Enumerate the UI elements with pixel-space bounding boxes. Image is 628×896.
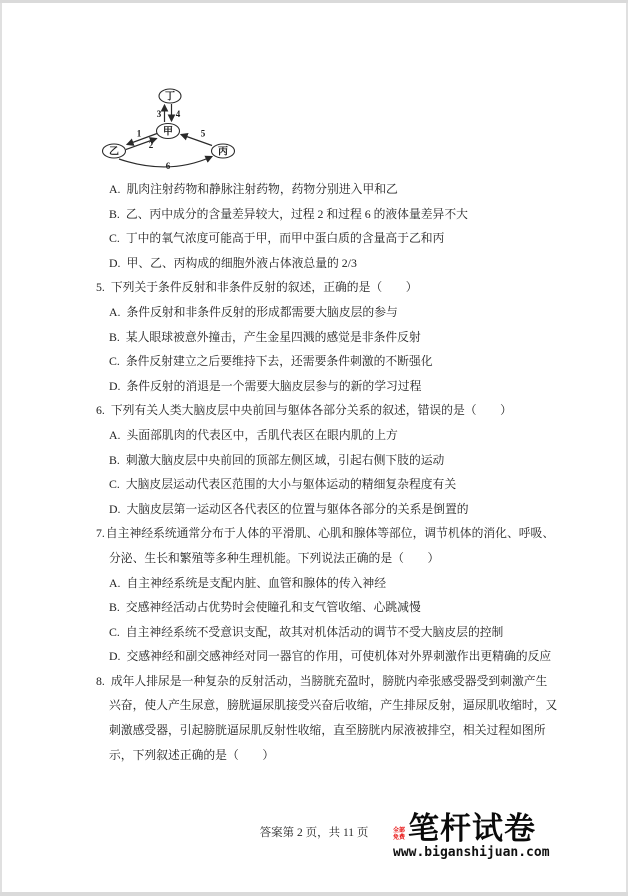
option-text: 条件反射建立之后要维持下去，还需要条件刺激的不断强化	[125, 354, 433, 369]
option-line	[96, 300, 558, 325]
option-text: 大脑皮层运动代表区范围的大小与躯体运动的精细复杂程度有关	[125, 477, 457, 492]
question-number: 8.	[96, 673, 105, 688]
option-label: D.	[109, 649, 121, 664]
questions-column	[96, 177, 558, 767]
option-line	[96, 251, 558, 276]
option-line	[96, 349, 558, 374]
page-edge-bottom	[0, 892, 628, 896]
node-yi-label: 乙	[109, 146, 119, 158]
option-label: C.	[109, 477, 120, 492]
option-line	[96, 472, 558, 497]
option-text: 某人眼球被意外撞击，产生金星四溅的感觉是非条件反射	[125, 329, 421, 344]
option-line	[96, 497, 558, 522]
question-number: 6.	[96, 403, 105, 418]
option-line	[96, 448, 558, 473]
arrow-5	[181, 135, 212, 146]
option-label: B.	[109, 600, 120, 615]
question-number: 5.	[96, 280, 105, 295]
option-label: A.	[109, 575, 121, 590]
question-5	[96, 275, 558, 398]
option-text: 丁中的氧气浓度可能高于甲，而甲中蛋白质的含量高于乙和丙	[125, 231, 445, 246]
question-7	[96, 521, 558, 669]
option-line	[96, 644, 558, 669]
question-stem	[96, 398, 558, 423]
question-text: 成年人排尿是一种复杂的反射活动，当膀胱充盈时，膀胱内牵张感受器受到刺激产生兴奋，使人产生尿意，膀胱逼尿肌接受兴奋后收缩，产生排尿反射，逼尿肌收缩时，又刺激感受器，引起膀胱逼尿肌反射性收缩，直至膀胱内尿液被排空，相关过程如图所示，下列叙述正确的是（ ）	[109, 673, 558, 762]
option-label: B.	[109, 329, 120, 344]
option-label: C.	[109, 231, 120, 246]
question-text: 下列有关人类大脑皮层中央前回与躯体各部分关系的叙述，错误的是（ ）	[110, 403, 512, 418]
node-bing-label: 丙	[218, 146, 228, 158]
arrow-2-label: 2	[148, 140, 154, 150]
option-label: C.	[109, 354, 120, 369]
option-label: A.	[109, 182, 121, 196]
node-jia-label: 甲	[163, 126, 173, 138]
question-8	[96, 669, 558, 767]
question-text: 下列关于条件反射和非条件反射的叙述，正确的是（ ）	[110, 280, 418, 295]
brand-logo-top	[393, 812, 563, 845]
option-label: D.	[109, 255, 121, 270]
page-number-indicator: 答案第 2 页，共 11 页	[259, 827, 369, 839]
brand-url: www.biganshijuan.com	[393, 845, 550, 860]
option-text: 甲、乙、丙构成的细胞外液占体液总量的 2/3	[126, 255, 357, 270]
question-stem	[96, 275, 558, 300]
option-text: 刺激大脑皮层中央前回的顶部左侧区域，引起右侧下肢的运动	[125, 452, 445, 467]
option-text: 自主神经系统是支配内脏、血管和腺体的传入神经	[126, 575, 387, 590]
option-line	[96, 202, 558, 227]
option-line	[96, 571, 558, 596]
option-line	[96, 620, 558, 645]
arrow-6-label: 6	[165, 161, 171, 171]
option-label: B.	[109, 452, 120, 467]
arrow-5-label: 5	[200, 128, 206, 139]
question-4-options	[96, 177, 558, 275]
arrow-4-label: 4	[175, 109, 181, 119]
option-text: 条件反射的消退是一个需要大脑皮层参与的新的学习过程	[126, 378, 422, 393]
page-edge-left	[0, 3, 2, 892]
option-text: 肌肉注射药物和静脉注射药物，药物分别进入甲和乙	[126, 182, 398, 196]
option-label: D.	[109, 501, 121, 516]
free-badge: 全部免费	[393, 828, 406, 841]
option-label: B.	[109, 206, 120, 221]
brand-logo	[393, 812, 563, 860]
question-stem	[96, 669, 558, 767]
option-line	[96, 374, 558, 399]
option-label: A.	[109, 304, 121, 319]
arrow-1-label: 1	[136, 128, 142, 139]
option-text: 大脑皮层第一运动区各代表区的位置与躯体各部分的关系是倒置的	[126, 501, 469, 516]
option-line	[96, 423, 558, 448]
option-text: 交感神经和副交感神经对同一器官的作用，可使机体对外界刺激作出更精确的反应	[126, 649, 552, 664]
page-edge-top	[0, 0, 628, 3]
option-line	[96, 595, 558, 620]
option-label: C.	[109, 624, 120, 639]
question-6	[96, 398, 558, 521]
option-line	[96, 226, 558, 251]
option-text: 乙、丙中成分的含量差异较大，过程 2 和过程 6 的液体量差异不大	[125, 206, 468, 221]
option-line	[96, 325, 558, 350]
option-line	[96, 177, 558, 202]
arrow-3-label: 3	[156, 109, 162, 119]
option-text: 自主神经系统不受意识支配，故其对机体活动的调节不受大脑皮层的控制	[125, 624, 504, 639]
brand-name: 笔杆试卷	[408, 811, 536, 846]
question-stem	[96, 521, 558, 570]
question-number: 7.	[96, 526, 105, 541]
option-text: 交感神经活动占优势时会使瞳孔和支气管收缩、心跳减慢	[125, 600, 421, 615]
option-text: 条件反射和非条件反射的形成都需要大脑皮层的参与	[126, 304, 398, 319]
question-text: 自主神经系统通常分布于人体的平滑肌、心肌和腺体等部位，调节机体的消化、呼吸、分泌、生长和繁殖等多种生理机能。下列说法正确的是（ ）	[105, 526, 555, 565]
option-label: A.	[109, 427, 121, 442]
option-text: 头面部肌肉的代表区中，舌肌代表区在眼内肌的上方	[126, 427, 398, 442]
option-label: D.	[109, 378, 121, 393]
fluid-exchange-diagram	[99, 84, 249, 179]
node-ding-label: 丁	[165, 91, 175, 103]
